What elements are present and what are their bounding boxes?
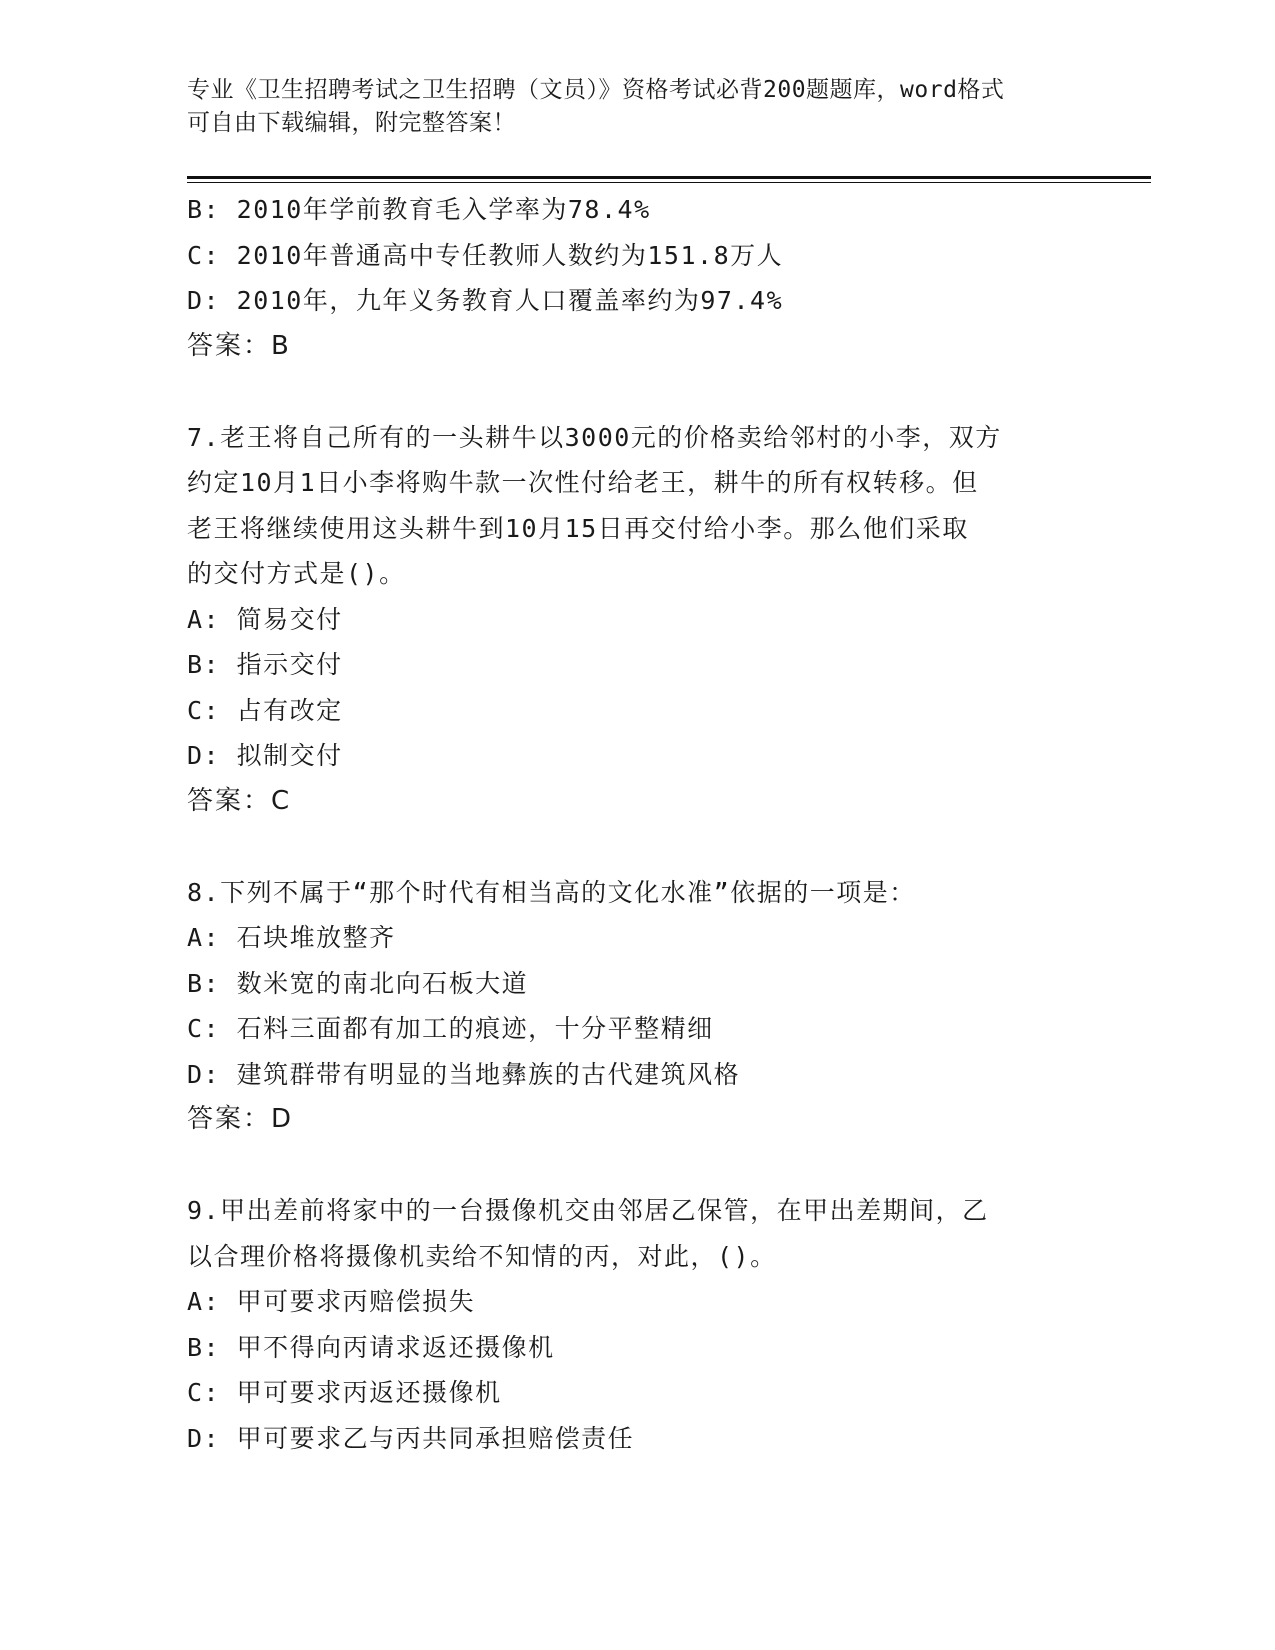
question-6-option-b: B: 2010年学前教育毛入学率为78.4% bbox=[187, 195, 651, 224]
question-8-stem-line-1: 8.下列不属于“那个时代有相当高的文化水准”依据的一项是： bbox=[187, 877, 916, 907]
question-9-stem-line-1: 9.甲出差前将家中的一台摄像机交由邻居乙保管，在甲出差期间，乙 bbox=[187, 1196, 989, 1225]
question-7-stem-line-2: 约定10月1日小李将购牛款一次性付给老王，耕牛的所有权转移。但 bbox=[187, 468, 979, 497]
header-divider-thick bbox=[187, 176, 1151, 179]
question-9-stem-line-2: 以合理价格将摄像机卖给不知情的丙，对此，()。 bbox=[187, 1241, 777, 1271]
question-list bbox=[187, 187, 1087, 1461]
question-7-stem-line-4: 的交付方式是()。 bbox=[187, 559, 406, 588]
question-6-answer: 答案：B bbox=[187, 330, 291, 361]
question-7-stem-line-3: 老王将继续使用这头耕牛到10月15日再交付给小李。那么他们采取 bbox=[187, 513, 969, 543]
question-8 bbox=[187, 870, 1087, 1143]
question-6-option-d: D: 2010年，九年义务教育人口覆盖率约为97.4% bbox=[187, 286, 784, 315]
question-9-option-b: B: 甲不得向丙请求返还摄像机 bbox=[187, 1332, 555, 1362]
header-line-2: 可自由下载编辑，附完整答案！ bbox=[187, 110, 516, 136]
spacer bbox=[187, 369, 1087, 415]
header-divider-thin bbox=[187, 182, 1151, 183]
header-line-1: 专业《卫生招聘考试之卫生招聘（文员）》资格考试必背200题题库，word格式 bbox=[187, 77, 1005, 103]
question-8-option-b: B: 数米宽的南北向石板大道 bbox=[187, 968, 529, 998]
document-header bbox=[187, 74, 1087, 140]
question-8-option-a: A: 石块堆放整齐 bbox=[187, 923, 396, 952]
question-7-option-d: D: 拟制交付 bbox=[187, 741, 343, 770]
question-6-option-c: C: 2010年普通高中专任教师人数约为151.8万人 bbox=[187, 240, 784, 270]
question-7-option-c: C: 占有改定 bbox=[187, 695, 343, 725]
question-9-option-d: D: 甲可要求乙与丙共同承担赔偿责任 bbox=[187, 1423, 635, 1453]
question-7-answer: 答案：C bbox=[187, 785, 292, 816]
question-8-option-d: D: 建筑群带有明显的当地彝族的古代建筑风格 bbox=[187, 1059, 741, 1089]
question-7-option-b: B: 指示交付 bbox=[187, 650, 343, 679]
question-8-answer: 答案：D bbox=[187, 1104, 294, 1134]
question-8-option-c: C: 石料三面都有加工的痕迹，十分平整精细 bbox=[187, 1014, 714, 1043]
question-7 bbox=[187, 415, 1087, 825]
question-9 bbox=[187, 1188, 1087, 1461]
question-6-partial bbox=[187, 187, 1087, 369]
question-9-option-a: A: 甲可要求丙赔偿损失 bbox=[187, 1287, 476, 1316]
question-7-stem-line-1: 7.老王将自己所有的一头耕牛以3000元的价格卖给邻村的小李，双方 bbox=[187, 422, 1002, 452]
spacer bbox=[187, 824, 1087, 870]
spacer bbox=[187, 1143, 1087, 1189]
question-9-option-c: C: 甲可要求丙返还摄像机 bbox=[187, 1378, 502, 1407]
question-7-option-a: A: 简易交付 bbox=[187, 604, 343, 634]
